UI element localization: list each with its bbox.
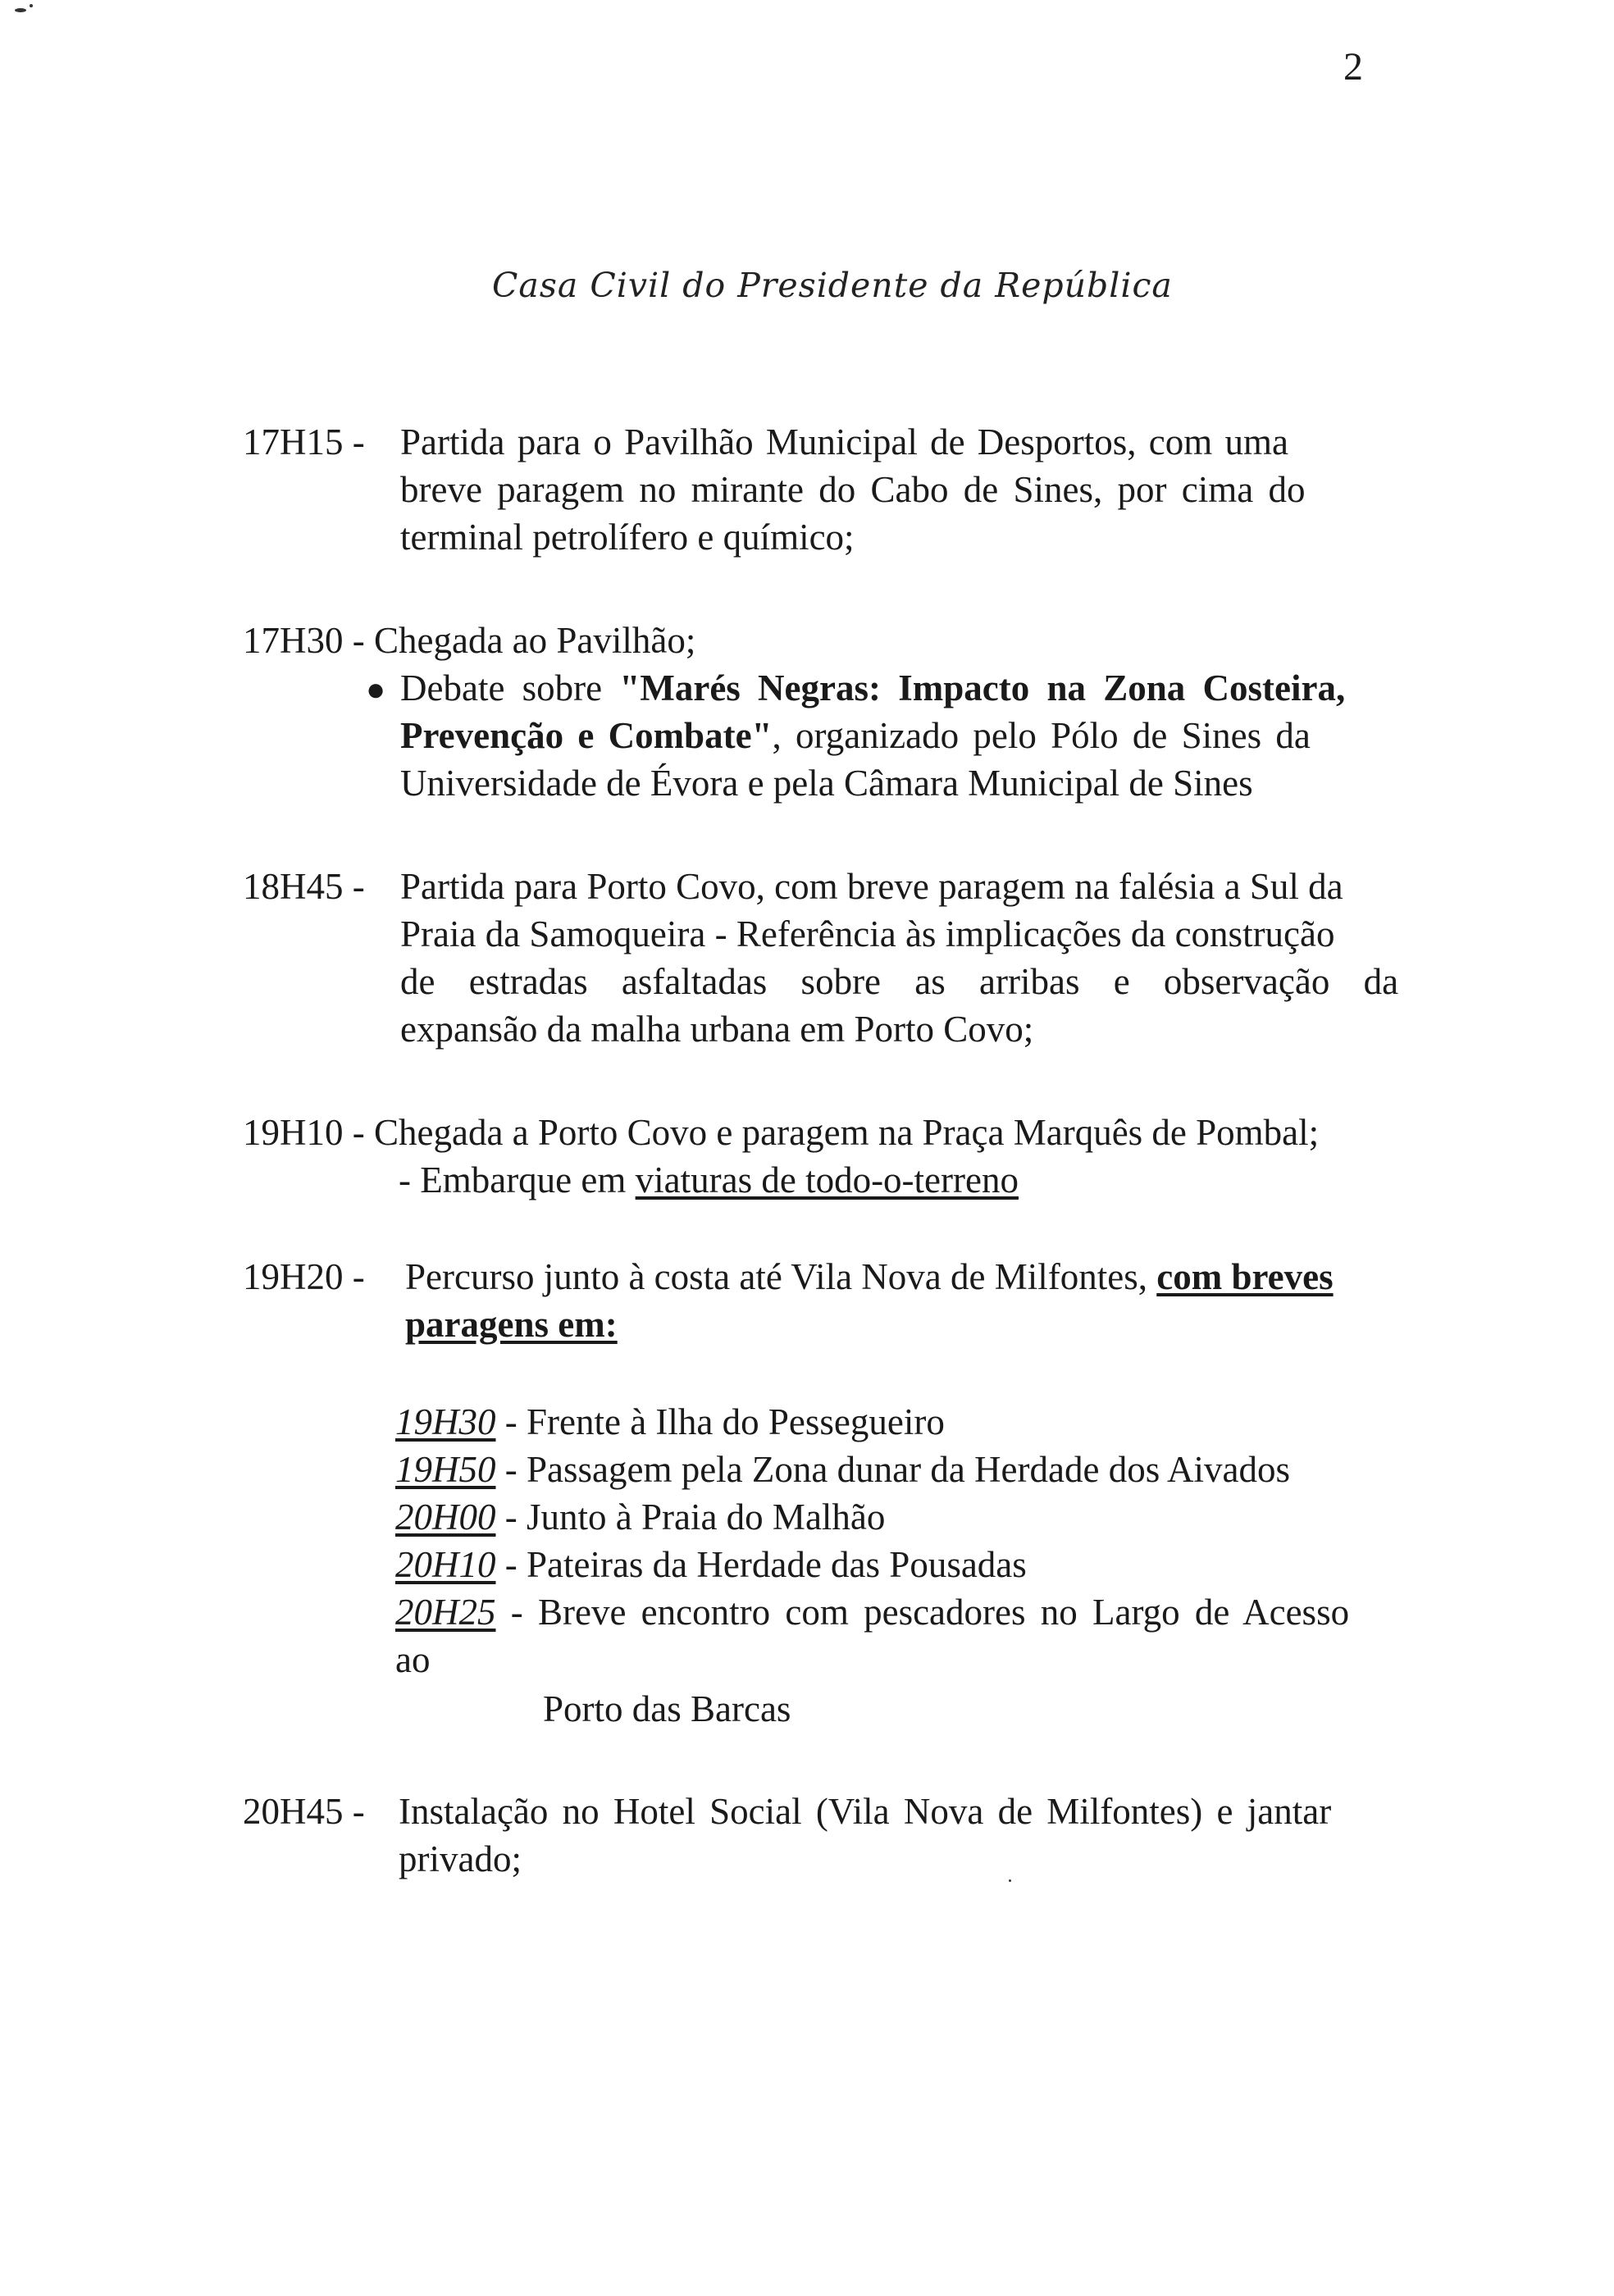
- letterhead: Casa Civil do Presidente da República: [492, 266, 1173, 305]
- description-line: privado;: [399, 1838, 522, 1879]
- entry-description: [400, 863, 1466, 1053]
- description-line: Partida para o Pavilhão Municipal de Desportos, com uma: [400, 421, 1288, 462]
- time-label: 20H45: [243, 1791, 344, 1832]
- entry-time: 18H45 -: [243, 866, 365, 907]
- stop-description: - Breve encontro com pescadores no Largo de Acesso: [510, 1592, 1350, 1633]
- vehicle-type: viaturas de todo-o-terreno: [635, 1159, 1019, 1200]
- stop-description: - Pateiras da Herdade das Pousadas: [504, 1544, 1027, 1585]
- page-number: 2: [1343, 45, 1363, 89]
- stop-item: [395, 1588, 1461, 1636]
- entry-time: 19H10 - Chegada a Porto Covo e paragem na Praça Marquês de Pombal;: [243, 1112, 1320, 1153]
- entry-time: 20H45 -: [243, 1791, 365, 1832]
- debate-description: [400, 664, 1466, 807]
- description-line: Instalação no Hotel Social (Vila Nova de Milfontes) e jantar: [399, 1791, 1332, 1832]
- time-label: 18H45: [243, 866, 344, 907]
- stop-location: Porto das Barcas: [543, 1688, 791, 1729]
- debate-organizer: , organizado pelo Pólo de Sines da: [772, 715, 1311, 756]
- stop-time: 20H25: [395, 1592, 496, 1633]
- stop-item: [395, 1398, 1461, 1446]
- description-line: Partida para Porto Covo, com breve paragem na falésia a Sul da: [400, 866, 1343, 907]
- stop-time: 20H00: [395, 1496, 496, 1538]
- stop-item: [395, 1446, 1461, 1493]
- time-label: 17H30: [243, 620, 344, 661]
- time-label: 19H20: [243, 1256, 344, 1297]
- entry-description: [399, 1788, 1465, 1883]
- debate-title-part-2: Prevenção e Combate": [400, 715, 773, 756]
- route-text: Percurso junto à costa até Vila Nova de Milfontes,: [405, 1256, 1157, 1297]
- scan-speck: [30, 4, 33, 7]
- stop-description: - Junto à Praia do Malhão: [504, 1496, 886, 1538]
- description-line: [400, 664, 1466, 712]
- entry-description: Chegada ao Pavilhão;: [374, 620, 696, 661]
- description-line: Universidade de Évora e pela Câmara Municipal de Sines: [400, 763, 1253, 804]
- debate-title-part-1: "Marés Negras: Impacto na Zona Costeira,: [619, 667, 1346, 708]
- embark-prefix: - Embarque em: [399, 1159, 636, 1200]
- description-line: expansão da malha urbana em Porto Covo;: [400, 1009, 1034, 1050]
- time-label: 19H10: [243, 1112, 344, 1153]
- stop-item: [395, 1493, 1461, 1541]
- entry-time: 19H20 -: [243, 1256, 365, 1297]
- stop-time: 19H50: [395, 1449, 496, 1490]
- stop-description: - Frente à Ilha do Pessegueiro: [504, 1401, 945, 1442]
- scan-speck: [15, 8, 26, 12]
- description-line: de estradas asfaltadas sobre as arribas e observação da: [400, 961, 1399, 1002]
- entry-time: 17H15 -: [243, 421, 365, 462]
- stops-list: [395, 1398, 1461, 1733]
- stop-item: [395, 1541, 1461, 1588]
- entry-description: Chegada a Porto Covo e paragem na Praça Marquês de Pombal;: [374, 1112, 1320, 1153]
- description-line: Praia da Samoqueira - Referência às implicações da construção: [400, 913, 1335, 954]
- description-line: breve paragem no mirante do Cabo de Sines, por cima do: [400, 469, 1306, 510]
- description-line: terminal petrolífero e químico;: [400, 517, 855, 558]
- stop-time: 20H10: [395, 1544, 496, 1585]
- bullet-icon: ●: [366, 671, 386, 708]
- stops-heading-part-1: com breves: [1156, 1256, 1334, 1297]
- embark-note: [399, 1156, 1019, 1204]
- stop-description-continued: ao: [395, 1639, 431, 1680]
- debate-prefix: Debate sobre: [400, 667, 603, 708]
- time-label: 17H15: [243, 421, 344, 462]
- stop-time: 19H30: [395, 1401, 496, 1442]
- entry-description: [400, 418, 1425, 561]
- stop-description: - Passagem pela Zona dunar da Herdade dos Aivados: [504, 1449, 1290, 1490]
- description-line: [405, 1253, 1471, 1301]
- description-line: [400, 712, 1466, 759]
- stops-heading-part-2: paragens em:: [405, 1304, 618, 1345]
- entry-description: [405, 1253, 1471, 1348]
- entry-time: 17H30 - Chegada ao Pavilhão;: [243, 620, 696, 661]
